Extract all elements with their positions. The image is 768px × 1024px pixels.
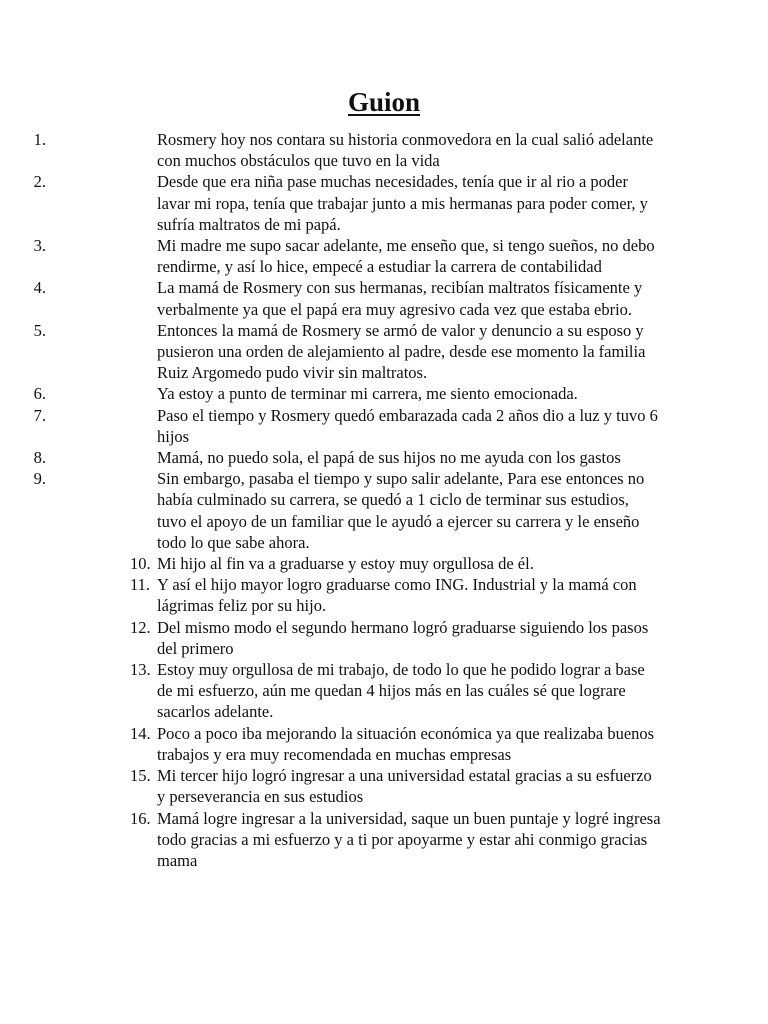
list-item: [0, 383, 662, 404]
item-text: Mamá logre ingresar a la universidad, saque un buen puntaje y logré ingresa todo gracias a mi esfuerzo y a ti por apoyarme y estar ahi conmigo gracias mama: [157, 808, 661, 870]
item-text: Paso el tiempo y Rosmery quedó embarazada cada 2 años dio a luz y tuvo 6 hijos: [157, 405, 658, 446]
list-item: [0, 808, 662, 872]
item-number: 9.: [33, 469, 46, 489]
item-number: 13.: [130, 660, 151, 680]
item-text: Ya estoy a punto de terminar mi carrera, me siento emocionada.: [157, 384, 578, 404]
list-item: [0, 277, 662, 319]
list-item: [0, 129, 662, 171]
item-text: Entonces la mamá de Rosmery se armó de valor y denuncio a su esposo y pusieron una orden de alejamiento al padre, desde ese momento la familia Ruiz Argomedo pudo vivir sin maltratos.: [157, 320, 646, 383]
item-number: 6.: [33, 384, 46, 404]
item-number: 3.: [33, 236, 46, 256]
script-list: [0, 129, 768, 871]
item-number: 14.: [130, 723, 151, 743]
item-number: 11.: [130, 575, 151, 595]
list-item: [0, 723, 662, 765]
item-number: 15.: [130, 766, 151, 786]
list-item: [0, 617, 662, 659]
item-number: 12.: [130, 617, 151, 637]
item-number: 16.: [130, 808, 151, 828]
item-number: 4.: [33, 278, 46, 298]
item-text: Mi hijo al fin va a graduarse y estoy muy orgullosa de él.: [157, 554, 534, 574]
item-number: 8.: [33, 448, 46, 468]
list-item: [0, 468, 662, 553]
list-item: [0, 405, 662, 447]
item-text: Mamá, no puedo sola, el papá de sus hijos no me ayuda con los gastos: [157, 448, 621, 468]
item-number: 5.: [33, 320, 46, 340]
item-number: 7.: [33, 405, 46, 425]
item-text: Y así el hijo mayor logro graduarse como ING. Industrial y la mamá con lágrimas feliz por su hijo.: [157, 575, 637, 616]
item-text: Del mismo modo el segundo hermano logró graduarse siguiendo los pasos del primero: [157, 617, 649, 658]
list-item: [0, 659, 662, 723]
item-text: La mamá de Rosmery con sus hermanas, recibían maltratos físicamente y verbalmente ya que el papá era muy agresivo cada vez que estaba ebrio.: [157, 278, 643, 319]
item-text: Mi tercer hijo logró ingresar a una universidad estatal gracias a su esfuerzo y perseverancia en sus estudios: [157, 766, 652, 807]
document-title: Guion: [347, 87, 421, 117]
item-text: Desde que era niña pase muchas necesidades, tenía que ir al rio a poder lavar mi ropa, tenía que trabajar junto a mis hermanas para poder comer, y sufría maltratos de mi papá.: [157, 172, 648, 234]
list-item: [0, 320, 662, 384]
item-text: Estoy muy orgullosa de mi trabajo, de todo lo que he podido lograr a base de mi esfuerzo, aún me quedan 4 hijos más en las cuáles sé que lograre sacarlos adelante.: [157, 660, 645, 722]
list-item: [0, 447, 662, 468]
list-item: [0, 765, 662, 807]
list-item: [0, 235, 662, 277]
item-text: Mi madre me supo sacar adelante, me enseño que, si tengo sueños, no debo rendirme, y así lo hice, empecé a estudiar la carrera de contabilidad: [157, 236, 655, 277]
item-number: 1.: [33, 130, 46, 149]
item-number: 10.: [130, 554, 151, 574]
item-text: Rosmery hoy nos contara su historia conmovedora en la cual salió adelante con muchos obstáculos que tuvo en la vida: [157, 130, 654, 171]
item-number: 2.: [33, 172, 46, 192]
list-item: [0, 574, 662, 616]
item-text: Poco a poco iba mejorando la situación económica ya que realizaba buenos trabajos y era muy recomendada en muchas empresas: [157, 723, 655, 764]
item-text: Sin embargo, pasaba el tiempo y supo salir adelante, Para ese entonces no había culminado su carrera, se quedó a 1 ciclo de terminar sus estudios, tuvo el apoyo de un familiar que le ayudó a ejercer su carrera y le enseño todo lo que sabe ahora.: [157, 469, 645, 552]
list-item: [0, 553, 662, 574]
list-item: [0, 171, 662, 235]
